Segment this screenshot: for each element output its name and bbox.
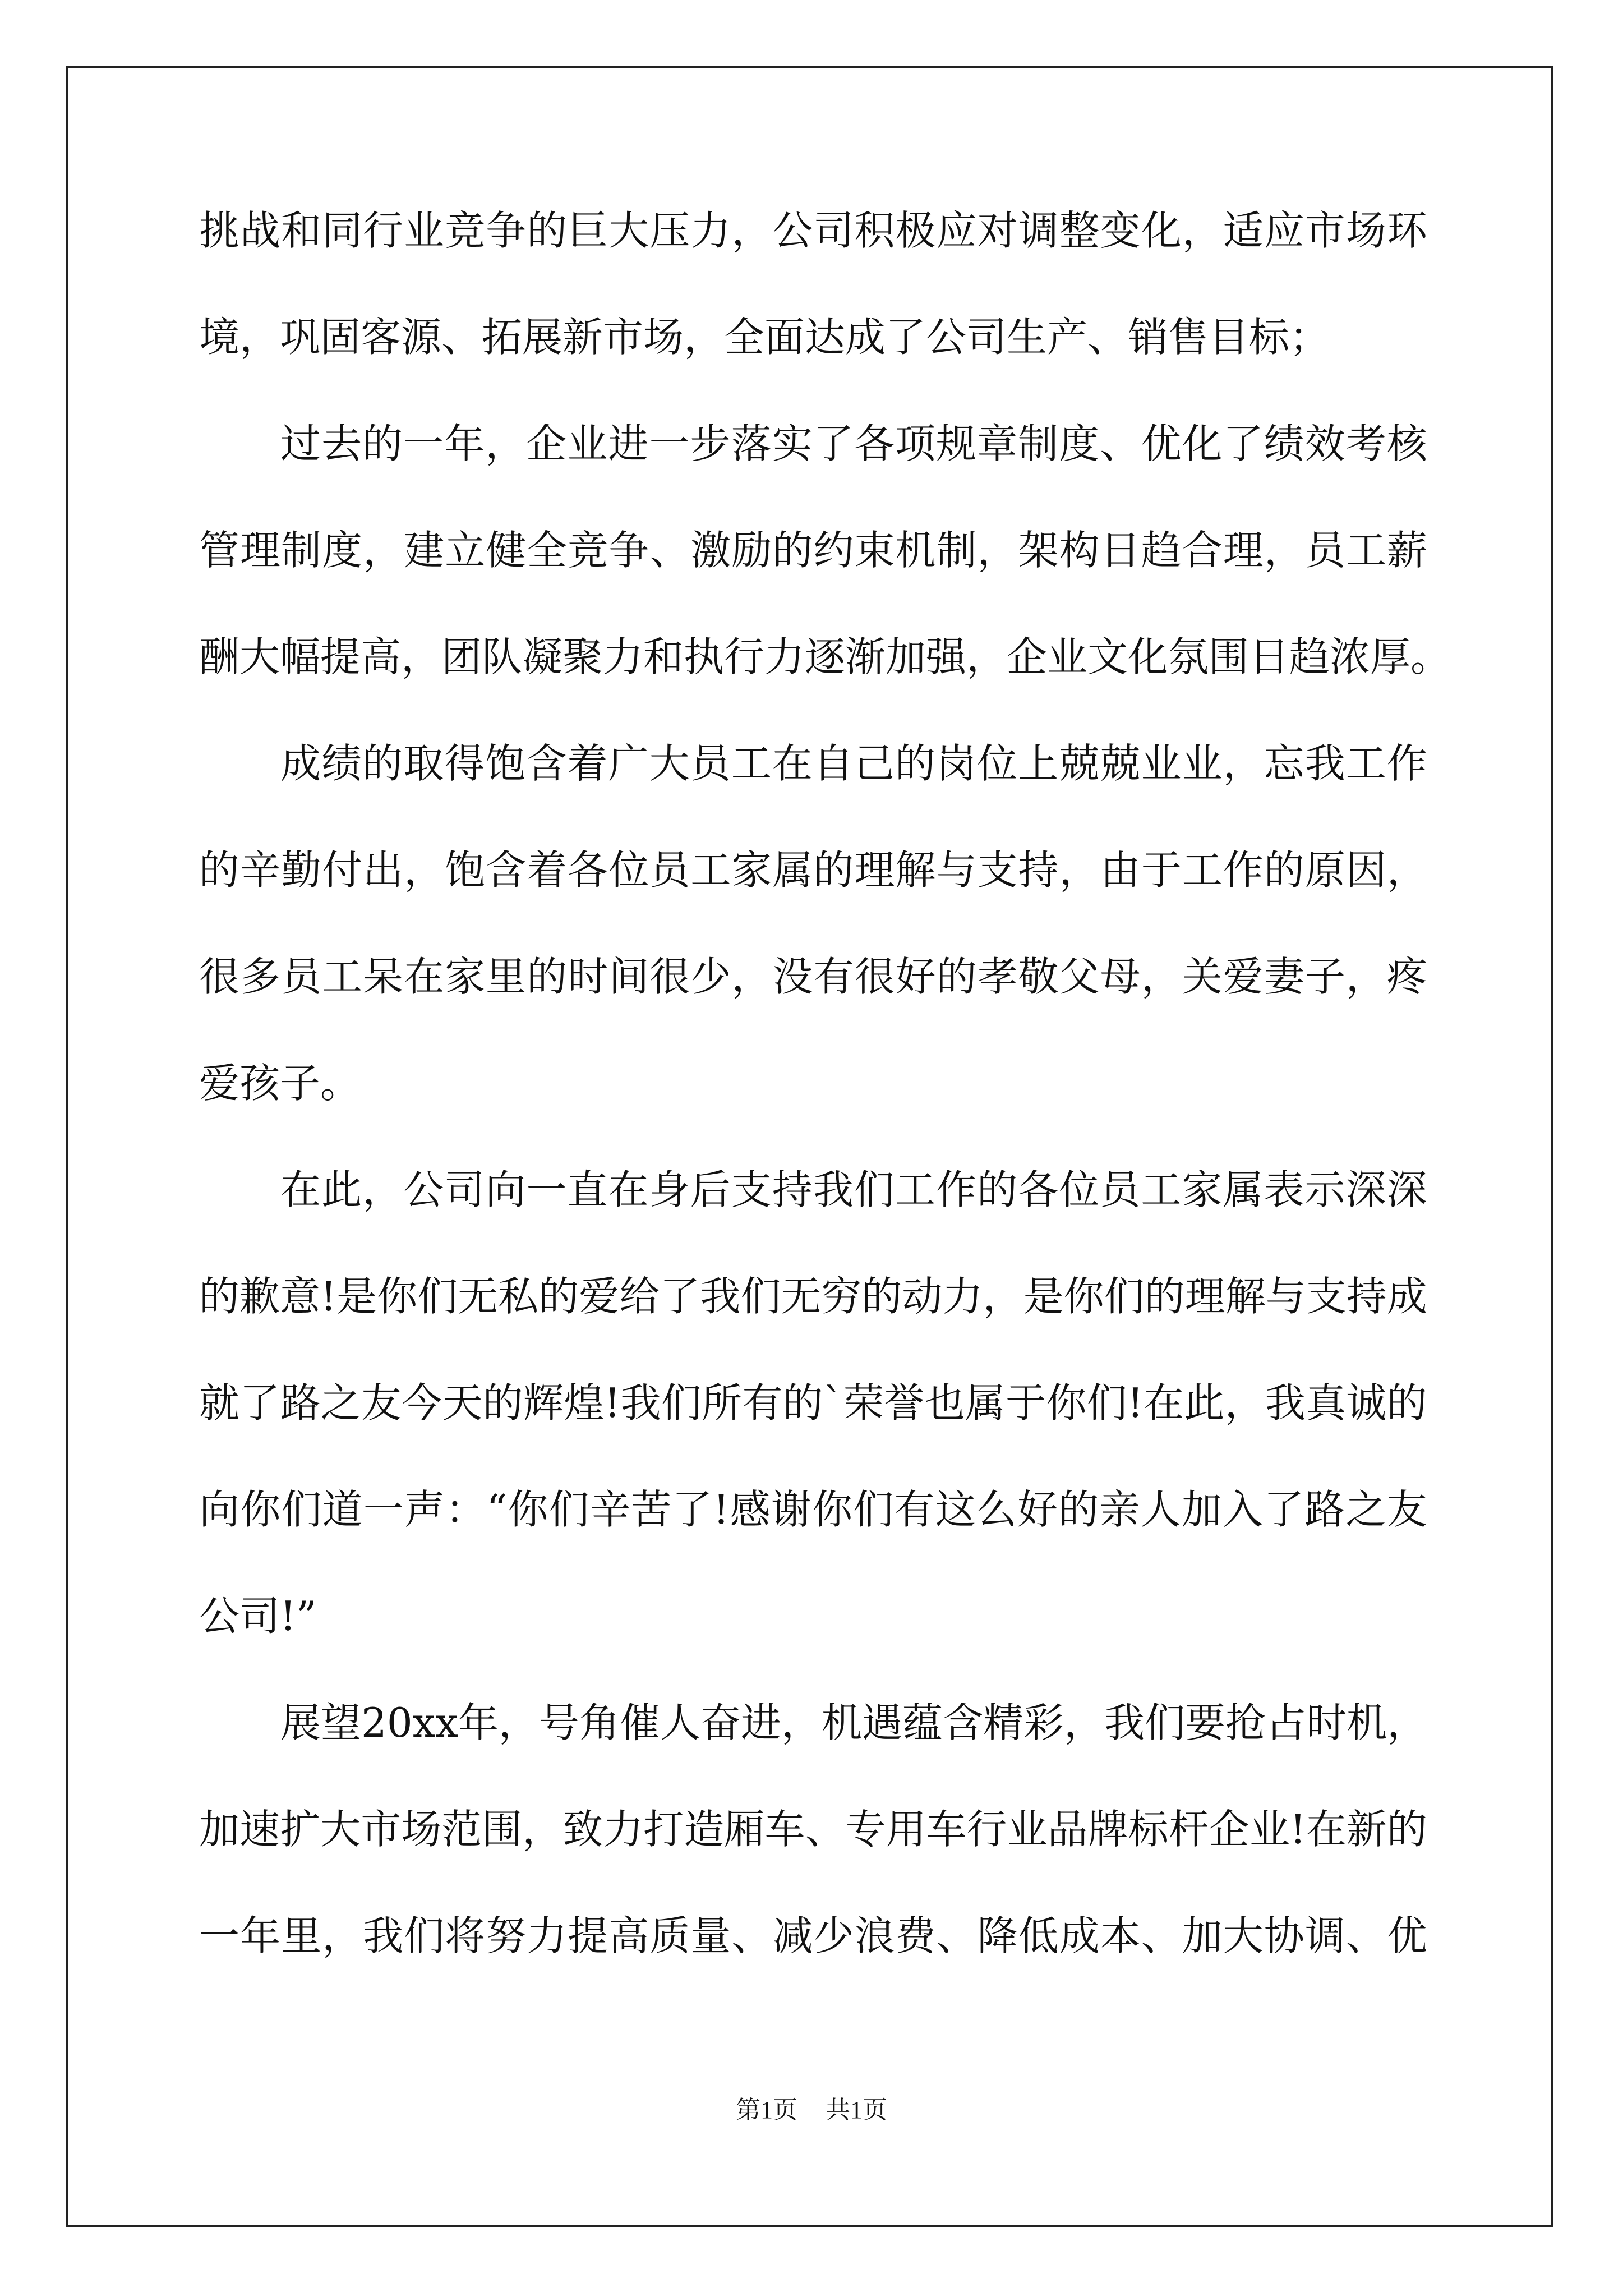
paragraph-first-line: 过 去 的 一 年 ， 企 业 进 一 步 落 实 了 各 项 规 章 制 度 、 优 化 了 绩 效 考 核 (280, 420, 1427, 467)
paragraph-first-line: 展 望 2 0 x x 年 ， 号 角 催 人 奋 进 ， 机 遇 蕴 含 精 彩 ， 我 们 要 抢 占 时 机 ， (280, 1699, 1428, 1746)
document-body (199, 207, 1451, 2022)
text-line: 加 速 扩 大 市 场 范 围 ， 致 力 打 造 厢 车 、 专 用 车 行 业 品 牌 标 杆 企 业 ! 在 新 的 (199, 1806, 1427, 1853)
text-line: 很 多 员 工 呆 在 家 里 的 时 间 很 少 ， 没 有 很 好 的 孝 敬 父 母 ， 关 爱 妻 子 ， 疼 (199, 953, 1427, 1000)
text-line: 公司!” (199, 1593, 317, 1640)
paragraph-first-line: 在 此 ， 公 司 向 一 直 在 身 后 支 持 我 们 工 作 的 各 位 员 工 家 属 表 示 深 深 (280, 1166, 1427, 1213)
text-line: 爱孩子。 (199, 1060, 361, 1107)
text-line: 挑 战 和 同 行 业 竞 争 的 巨 大 压 力 ， 公 司 积 极 应 对 调 整 变 化 ， 适 应 市 场 环 (199, 207, 1427, 254)
page-number: 第1页 (736, 2096, 797, 2124)
text-line: 酬大幅提高，团队凝聚力和执行力逐渐加强，企业文化氛围日趋浓厚。 (199, 633, 1451, 680)
text-line: 的 歉 意 ! 是 你 们 无 私 的 爱 给 了 我 们 无 穷 的 动 力 ， 是 你 们 的 理 解 与 支 持 成 (199, 1273, 1427, 1320)
text-line: 就 了 路 之 友 今 天 的 辉 煌 ! 我 们 所 有 的 ` 荣 誉 也 属 于 你 们 ! 在 此 ， 我 真 诚 的 (199, 1379, 1427, 1427)
paragraph-first-line: 成 绩 的 取 得 饱 含 着 广 大 员 工 在 自 己 的 岗 位 上 兢 兢 业 业 ， 忘 我 工 作 (280, 740, 1427, 787)
text-line: 一 年 里 ， 我 们 将 努 力 提 高 质 量 、 减 少 浪 费 、 降 低 成 本 、 加 大 协 调 、 优 (199, 1912, 1427, 1959)
page-footer (0, 2098, 1623, 2123)
page-total: 共1页 (826, 2096, 887, 2124)
text-line: 向 你 们 道 一 声 ： “ 你 们 辛 苦 了 ! 感 谢 你 们 有 这 么 好 的 亲 人 加 入 了 路 之 友 (199, 1486, 1427, 1533)
text-line: 境，巩固客源、拓展新市场，全面达成了公司生产、销售目标； (199, 314, 1330, 361)
text-line: 管 理 制 度 ， 建 立 健 全 竞 争 、 激 励 的 约 束 机 制 ， 架 构 日 趋 合 理 ， 员 工 薪 (199, 527, 1427, 574)
text-line: 的 辛 勤 付 出 ， 饱 含 着 各 位 员 工 家 属 的 理 解 与 支 持 ， 由 于 工 作 的 原 因 ， (199, 846, 1427, 894)
